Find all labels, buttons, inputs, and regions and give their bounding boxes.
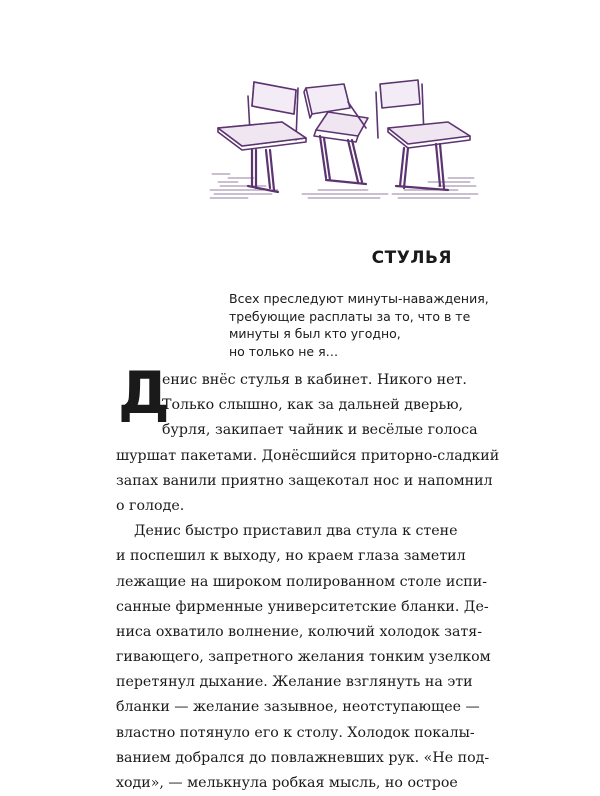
body-line: санные фирменные университетские бланки. Де- [116,598,489,615]
chairs-illustration [208,78,480,204]
drop-cap-letter: Д [118,359,170,427]
epigraph-line: минуты я был кто угодно, [229,326,401,341]
chair-left-icon [218,82,306,192]
body-line: Только слышно, как за дальней дверью, [162,397,464,414]
body-line: и поспешил к выходу, но краем глаза заметил [116,548,466,565]
body-line: енис внёс стулья в кабинет. Никого нет. [162,372,467,388]
chair-right-icon [376,80,470,190]
epigraph [229,290,489,360]
body-line: бланки — желание зазывное, неотступающее — [116,699,480,716]
body-line: бурля, закипает чайник и весёлые голоса [162,422,478,439]
body-line: гивающего, запретного желания тонким узелком [116,649,491,666]
epigraph-line: но только не я… [229,343,339,359]
body-line: перетянул дыхание. Желание взглянуть на эти [116,674,473,691]
body-line: Денис быстро приставил два стула к стене [134,523,458,540]
body-line: о голоде. [116,497,185,514]
body-text [116,368,500,796]
body-line: властно потянуло его к столу. Холодок покалы- [116,724,475,741]
body-line: ниса охватило волнение, колючий холодок затя- [116,623,483,640]
epigraph-line: требующие расплаты за то, что в те [229,308,471,324]
epigraph-line: Всех преследуют минуты-наваждения, [229,291,489,306]
body-line: шуршат пакетами. Донёсшийся приторно-сладкий [116,447,500,464]
chair-middle-icon [304,84,368,184]
chapter-title: СТУЛЬЯ [371,248,452,268]
body-line: ходи», — мелькнула робкая мысль, но острое [116,775,458,791]
body-line: лежащие на широком полированном столе испи- [116,573,488,590]
body-line: запах ванили приятно защекотал нос и напомнил [116,472,493,489]
body-line: ванием добрался до повлажневших рук. «Не под- [116,749,490,766]
